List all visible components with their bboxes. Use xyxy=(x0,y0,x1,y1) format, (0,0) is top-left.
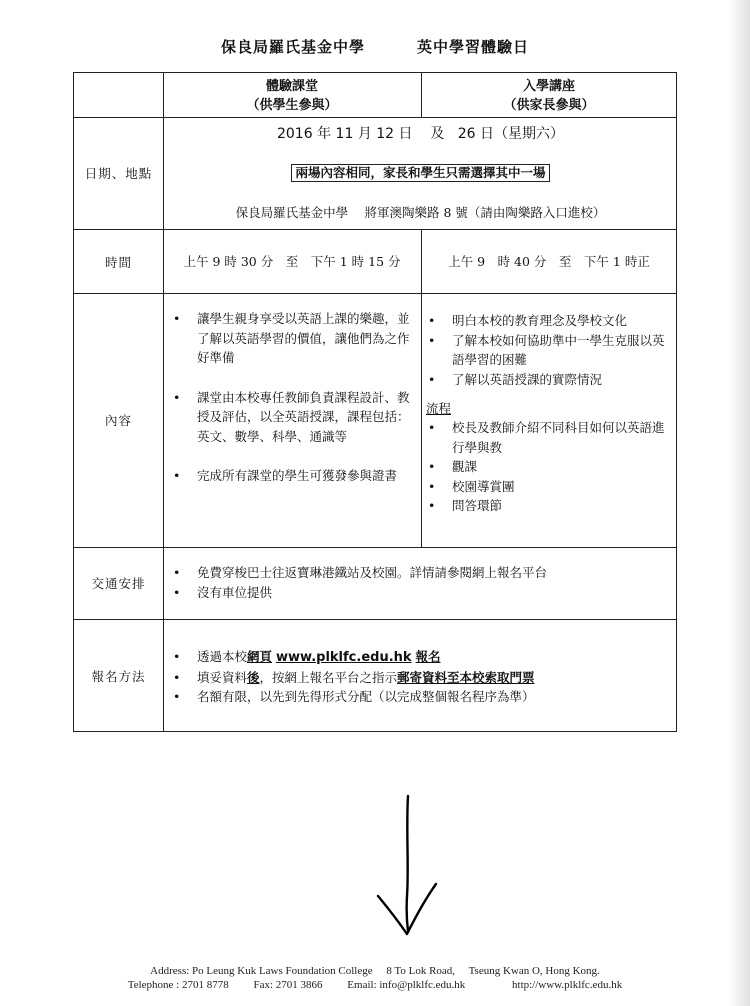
row-divider xyxy=(74,117,676,118)
row-divider xyxy=(74,619,676,620)
registration-2-text: 填妥資料 xyxy=(197,669,248,685)
content-label: 內容 xyxy=(104,413,132,428)
date-venue-label: 日期、地點 xyxy=(84,166,153,181)
date-day-char: 日 xyxy=(398,126,413,142)
date-year-char: 年 xyxy=(317,126,332,142)
content-admission-talk xyxy=(426,311,672,516)
date-day2-suffix: 日（星期六） xyxy=(480,126,564,142)
venue-address: 保良局羅氏基金中學 將軍澳陶樂路 8 號（請由陶樂路入口進校） xyxy=(235,205,606,220)
header-trial-lesson-sub: （供學生參與） xyxy=(246,98,338,113)
registration-2-after: 後 xyxy=(247,669,260,685)
header-admission-talk-sub: （供家長參與） xyxy=(503,98,595,113)
registration-item-quota: • 名額有限，以先到先得形式分配（以完成整個報名程序為準） xyxy=(171,687,671,707)
date-month-number: 11 xyxy=(335,126,354,142)
row-divider xyxy=(74,547,676,548)
event-name: 英中學習體驗日 xyxy=(417,38,530,56)
transport-item: • 沒有車位提供 xyxy=(171,583,671,603)
date-year-number: 2016 xyxy=(276,126,313,142)
event-info-table xyxy=(73,72,677,732)
header-trial-lesson xyxy=(163,77,421,115)
hand-drawn-down-arrow-icon xyxy=(370,788,450,948)
header-admission-talk xyxy=(421,77,677,115)
content-trial-lesson xyxy=(171,309,413,486)
registration-item-website xyxy=(171,647,671,668)
registration-details xyxy=(171,647,671,707)
flow-item: • 觀課 xyxy=(426,457,672,477)
time-admission-talk: 上午 9 時 40 分 至 下午 1 時正 xyxy=(448,254,650,269)
event-dates xyxy=(163,125,678,144)
registration-2-mid: ，按網上報名平台之指示 xyxy=(259,669,398,685)
column-divider xyxy=(421,229,422,547)
footer-address: Address: Po Leung Kuk Laws Foundation College 8 To Lok Road, Tseung Kwan O, Hong Kong. xyxy=(150,965,600,977)
transport-item: • 免費穿梭巴士往返寶琳港鐵站及校園。詳情請參閱網上報名平台 xyxy=(171,563,671,583)
transport-details xyxy=(171,563,671,602)
registration-1-register: 報名 xyxy=(415,649,441,664)
content-left-item: • 讓學生親身享受以英語上課的樂趣，並了解以英語學習的價值，讓他們為之作好準備 xyxy=(171,309,413,368)
registration-label: 報名方法 xyxy=(91,669,146,684)
time-trial-lesson: 上午 9 時 30 分 至 下午 1 時 15 分 xyxy=(183,254,401,269)
content-left-item: • 課堂由本校專任教師負責課程設計、教授及評估，以全英語授課，課程包括：英文、數學、科學、通識等 xyxy=(171,388,413,447)
page-title xyxy=(0,36,750,57)
page-edge-shadow xyxy=(728,0,750,1006)
registration-1-text: 透過本校 xyxy=(197,649,248,664)
registration-1-webpage: 網頁 xyxy=(247,649,273,664)
flow-item: • 問答環節 xyxy=(426,496,672,516)
date-and: 及 xyxy=(430,126,445,142)
flow-item: • 校園導賞團 xyxy=(426,477,672,497)
flow-item: • 校長及教師介紹不同科目如何以英語進行學與教 xyxy=(426,418,672,457)
footer-contact: Telephone : 2701 8778 Fax: 2701 3866 Email: info@plklfc.edu.hk http://www.plklfc.edu.hk xyxy=(127,979,623,991)
registration-2-mail: 郵寄資料至本校索取門票 xyxy=(397,669,535,685)
transport-label: 交通安排 xyxy=(91,576,146,591)
time-label: 時間 xyxy=(104,255,132,270)
date-day1: 12 xyxy=(376,126,395,142)
header-admission-talk-title: 入學講座 xyxy=(522,79,575,94)
notice-wrapper xyxy=(163,164,678,183)
date-day2: 26 xyxy=(457,126,476,142)
date-month-char: 月 xyxy=(357,126,372,142)
row-divider xyxy=(74,229,676,230)
row-divider xyxy=(74,293,676,294)
content-left-item: • 完成所有課堂的學生可獲發參與證書 xyxy=(171,466,413,486)
header-trial-lesson-title: 體驗課堂 xyxy=(265,79,318,94)
school-name: 保良局羅氏基金中學 xyxy=(220,38,365,56)
school-website-link[interactable]: www.plklfc.edu.hk xyxy=(276,650,412,665)
content-right-item: • 明白本校的教育理念及學校文化 xyxy=(426,311,672,331)
content-right-item: • 了解以英語授課的實際情況 xyxy=(426,370,672,390)
same-content-notice: 兩場內容相同，家長和學生只需選擇其中一場 xyxy=(291,164,549,182)
flow-title: 流程 xyxy=(426,401,452,416)
content-right-item: • 了解本校如何協助準中一學生克服以英語學習的困難 xyxy=(426,331,672,370)
registration-item-mail xyxy=(171,668,671,688)
